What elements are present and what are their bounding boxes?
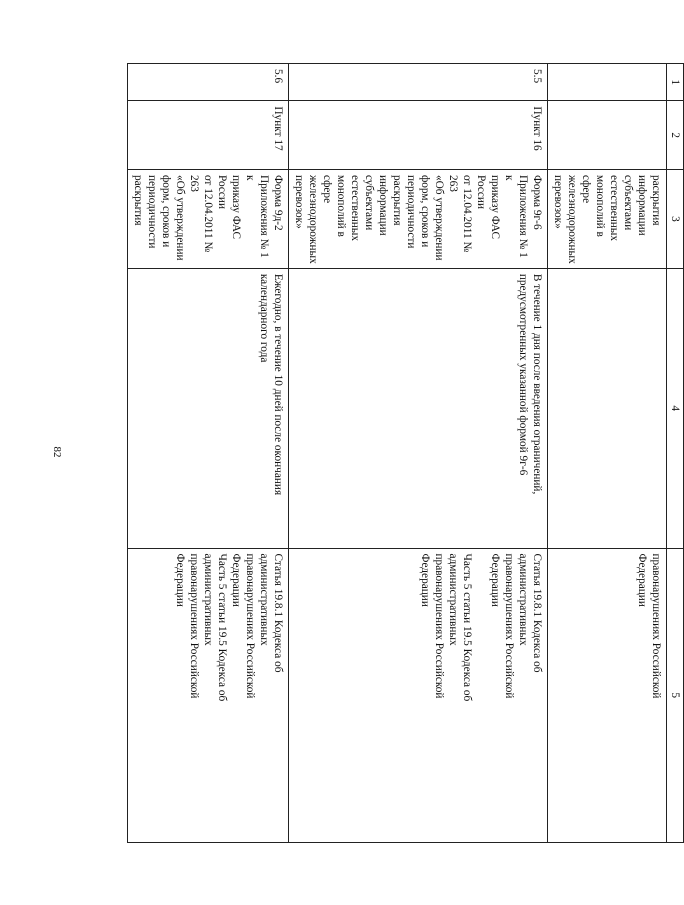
cell-deadline: Ежегодно, в течение 10 дней после окончания календарного года bbox=[128, 268, 289, 548]
rotated-table-container bbox=[132, 63, 684, 843]
header-col-1: 1 bbox=[667, 64, 684, 101]
cell-law: Статья 19.8.1 Кодекса об административных правонарушениях Российской Федерации Часть 5 статьи 19.5 Кодекса об административных правонарушениях Российской Федерации bbox=[128, 548, 289, 842]
cell-number: 5.6 bbox=[128, 64, 289, 101]
header-col-2: 2 bbox=[667, 101, 684, 170]
page-number: 82 bbox=[51, 446, 63, 458]
disclosure-table bbox=[127, 63, 684, 843]
header-col-3: 3 bbox=[667, 169, 684, 268]
cell-item bbox=[548, 101, 667, 170]
cell-deadline bbox=[548, 268, 667, 548]
cell-law: правонарушениях Российской Федерации bbox=[548, 548, 667, 842]
cell-form: раскрытия информации субъектами естественных монополий в сфере железнодорожных перевозок» bbox=[548, 169, 667, 268]
table-row bbox=[548, 64, 667, 843]
cell-form: Форма 9г-6 Приложения № 1 к приказу ФАС России от 12.04.2011 № 263 «Об утверждении форм, сроков и периодичности раскрытия информации субъектами естественных монополий в сфере железнодорожных перевозок» bbox=[289, 169, 548, 268]
cell-deadline: В течение 1 дня после введения ограничений, предусмотренных указанной формой 9г-6 bbox=[289, 268, 548, 548]
cell-number bbox=[548, 64, 667, 101]
table-row bbox=[128, 64, 289, 843]
table-header-row bbox=[667, 64, 684, 843]
cell-law: Статья 19.8.1 Кодекса об административных правонарушениях Российской Федерации Часть 5 статьи 19.5 Кодекса об административных правонарушениях Российской Федерации bbox=[289, 548, 548, 842]
header-col-5: 5 bbox=[667, 548, 684, 842]
header-col-4: 4 bbox=[667, 268, 684, 548]
table-row bbox=[289, 64, 548, 843]
cell-form: Форма 9д-2 Приложения № 1 к приказу ФАС России от 12.04.2011 № 263 «Об утверждении форм, сроков и периодичности раскрытия bbox=[128, 169, 289, 268]
cell-number: 5.5 bbox=[289, 64, 548, 101]
cell-item: Пункт 16 bbox=[289, 101, 548, 170]
cell-item: Пункт 17 bbox=[128, 101, 289, 170]
